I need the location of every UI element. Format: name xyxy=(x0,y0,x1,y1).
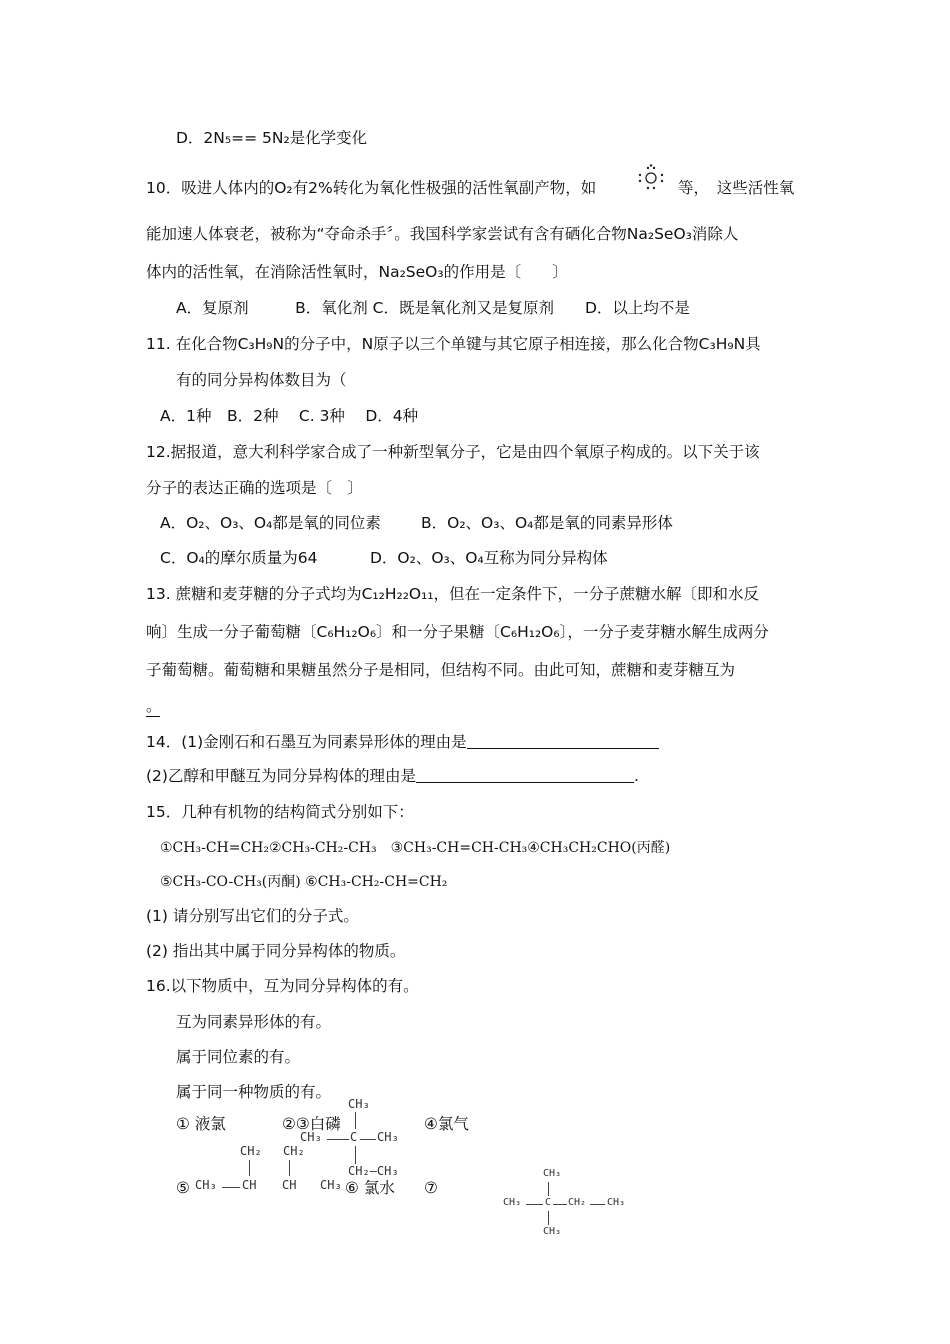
q14-answer-blank-2[interactable] xyxy=(416,767,634,783)
q9-option-d: D．2N₅== 5N₂是化学变化 xyxy=(176,129,368,147)
q14-line2-end: . xyxy=(633,767,639,785)
s5-d: CH₃ xyxy=(320,1178,342,1192)
q16-item-1: ① 液氯 xyxy=(176,1115,226,1133)
s3-bottom: CH₂—CH₃ xyxy=(348,1164,399,1178)
s3-center: C xyxy=(350,1130,358,1144)
q15-sub1: (1) 请分别写出它们的分子式。 xyxy=(146,907,359,925)
q14-answer-blank-1[interactable] xyxy=(467,733,659,749)
s7-top: CH₃ xyxy=(543,1168,562,1179)
s5-bond-up1 xyxy=(249,1160,250,1176)
q13-line1: 13. 蔗糖和麦芽糖的分子式均为C₁₂H₂₂O₁₁，但在一定条件下，一分子蔗糖水解〔即和水反 xyxy=(146,585,760,603)
q10-line1-b: 等， 这些活性氧 xyxy=(678,179,795,197)
q13-line3: 子葡萄糖。葡萄糖和果糖虽然分子是相同，但结构不同。由此可知，蔗糖和麦芽糖互为 xyxy=(146,661,736,679)
q12-line2: 分子的表达正确的选项是〔 〕 xyxy=(146,479,364,497)
s7-bond-right2 xyxy=(590,1204,605,1205)
s5-up2: CH₂ xyxy=(283,1144,305,1158)
q11-line1: 11. 在化合物C₃H₉N的分子中，N原子以三个单键与其它原子相连接，那么化合物C₃H₉N具 xyxy=(146,335,761,353)
s5-c: CH xyxy=(282,1178,297,1192)
superoxide-radical-icon xyxy=(637,164,665,192)
q14-line1-text: 14．(1)金刚石和石墨互为同素异形体的理由是 xyxy=(146,733,467,751)
s3-right: CH₃ xyxy=(377,1130,399,1144)
q13-line4: 。 xyxy=(146,697,162,715)
s7-bond-right1 xyxy=(553,1204,567,1205)
q10-options: A．复原剂 B．氧化剂 C．既是氧化剂又是复原剂 D．以上均不是 xyxy=(176,299,690,317)
q16-item-4: ④氯气 xyxy=(424,1115,469,1133)
q10-line3: 体内的活性氧，在消除活性氧时，Na₂SeO₃的作用是〔 〕 xyxy=(146,263,568,281)
s5-bond-ab xyxy=(222,1187,240,1188)
q15-line2: ①CH₃-CH=CH₂②CH₃-CH₂-CH₃ ③CH₃-CH=CH-CH₃④CH₃CH₂CHO(丙醛) xyxy=(160,840,671,856)
s7-bond-bottom xyxy=(548,1211,549,1225)
q14-line2-text: (2)乙醇和甲醚互为同分异构体的理由是 xyxy=(146,767,416,785)
q16-line1: 16.以下物质中，互为同分异构体的有。 xyxy=(146,977,419,995)
q14-line2 xyxy=(146,766,639,786)
s7-right2: CH₃ xyxy=(607,1197,626,1208)
q14-line1 xyxy=(146,732,659,752)
s3-top: CH₃ xyxy=(348,1097,370,1111)
s3-bond-right xyxy=(360,1139,376,1140)
s3-bond-bottom xyxy=(355,1146,356,1164)
q11-line2: 有的同分异构体数目为（ xyxy=(176,371,347,389)
q16-item-2-3: ②③白磷 xyxy=(282,1115,341,1133)
s5-b: CH xyxy=(242,1178,257,1192)
s7-bond-top xyxy=(548,1182,549,1196)
s5-up1: CH₂ xyxy=(240,1144,262,1158)
s7-right1: CH₂ xyxy=(568,1197,587,1208)
s3-bond-top xyxy=(355,1112,356,1129)
q12-option-d: D．O₂、O₃、O₄互称为同分异构体 xyxy=(370,549,608,567)
q10-line1-a: 10．吸进人体内的O₂有2%转化为氧化性极强的活性氧副产物，如 xyxy=(146,179,597,197)
q16-item-5: ⑤ xyxy=(176,1179,190,1197)
q16-line3: 属于同位素的有。 xyxy=(176,1048,301,1066)
s7-bond-left xyxy=(526,1204,543,1205)
q12-option-b: B．O₂、O₃、O₄都是氧的同素异形体 xyxy=(421,514,673,532)
s7-left: CH₃ xyxy=(503,1197,522,1208)
s7-center: C xyxy=(545,1197,552,1208)
s5-a: CH₃ xyxy=(195,1178,217,1192)
q16-line2: 互为同素异形体的有。 xyxy=(176,1013,332,1031)
s5-bond-up2 xyxy=(289,1160,290,1176)
s7-bottom: CH₃ xyxy=(543,1226,562,1237)
q15-sub2: (2) 指出其中属于同分异构体的物质。 xyxy=(146,942,406,960)
s3-bond-left xyxy=(327,1139,349,1140)
q12-option-a: A．O₂、O₃、O₄都是氧的同位素 xyxy=(160,514,381,532)
q12-line1: 12.据报道，意大利科学家合成了一种新型氧分子，它是由四个氧原子构成的。以下关于该 xyxy=(146,443,760,461)
q13-line2: 响〕生成一分子葡萄糖〔C₆H₁₂O₆〕和一分子果糖〔C₆H₁₂O₆〕，一分子麦芽糖水解生成两分 xyxy=(146,623,769,641)
q15-line3: ⑤CH₃-CO-CH₃(丙酮) ⑥CH₃-CH₂-CH=CH₂ xyxy=(160,874,448,890)
q11-options: A．1种 B．2种 C. 3种 D．4种 xyxy=(160,407,419,425)
q12-option-c: C．O₄的摩尔质量为64 xyxy=(160,549,318,567)
q16-line4: 属于同一种物质的有。 xyxy=(176,1083,332,1101)
q16-item-7: ⑦ xyxy=(424,1179,438,1197)
s3-left: CH₃ xyxy=(300,1130,322,1144)
q15-line1: 15．几种有机物的结构简式分别如下： xyxy=(146,803,414,821)
q10-line2: 能加速人体衰老，被称为“夺命杀手〞。我国科学家尝试有含有硒化合物Na₂SeO₃消除人 xyxy=(146,225,739,243)
q16-item-6: ⑥ 氯水 xyxy=(345,1179,395,1197)
